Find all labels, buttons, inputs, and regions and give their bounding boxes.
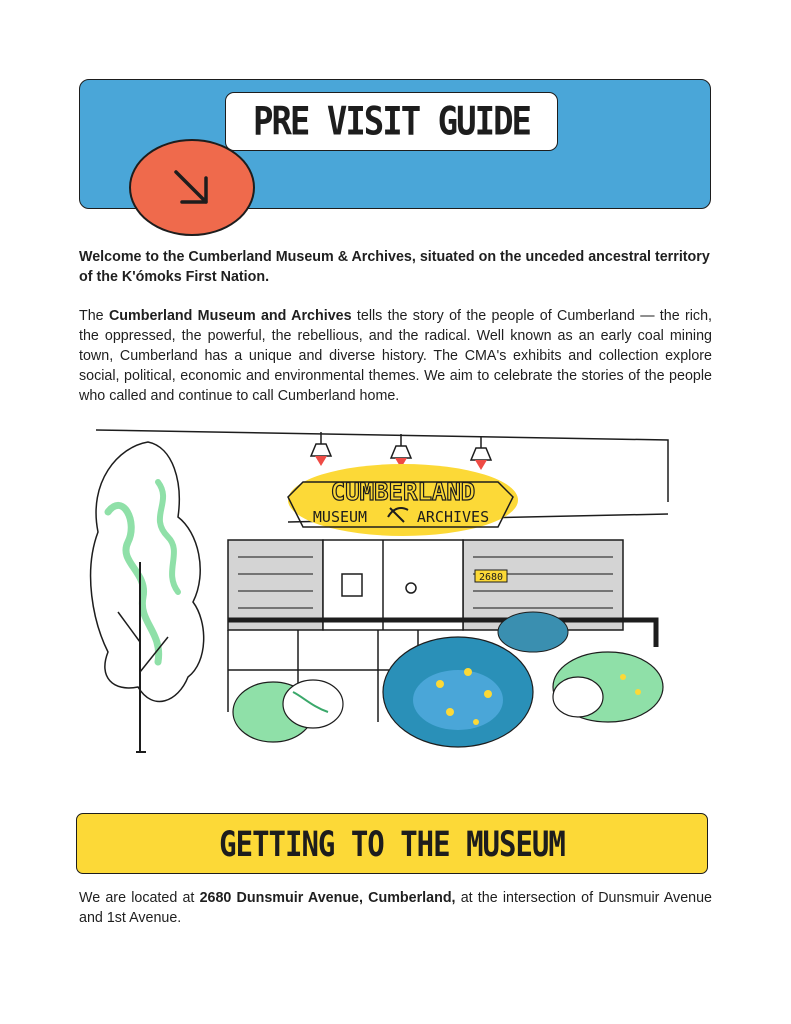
arrow-down-right-icon [168, 164, 216, 212]
location-suffix: at the intersection of Dunsmuir Avenue and 1st Avenue. [79, 890, 713, 926]
museum-address: 2680 Dunsmuir Avenue, Cumberland, [199, 890, 456, 906]
museum-name: Cumberland Museum and Archives [108, 308, 352, 324]
arrow-badge [129, 139, 255, 236]
section-title: GETTING TO THE MUSEUM [219, 823, 565, 864]
about-text: tells the story of the people of Cumberland — the rich, the oppressed, the powerful, the rebellious, and the radical. Well known as an early coal mining town, Cumberland has a unique and diverse history. The CMA's exhibits and collection explore social, political, economic and environmental themes. We aim to celebrate the stories of the people who called and continue to call Cumberland home. [79, 308, 713, 404]
section-heading-bar [76, 813, 708, 874]
sign-line-3: ARCHIVES [416, 508, 490, 526]
sign-line-1: CUMBERLAND [330, 478, 476, 506]
museum-illustration [78, 422, 673, 765]
museum-sign [288, 464, 518, 536]
title-box [225, 92, 558, 151]
about-prefix: The [79, 308, 109, 324]
address-number: 2680 [478, 572, 504, 583]
sign-line-2: MUSEUM [312, 508, 368, 526]
about-paragraph [79, 306, 712, 406]
location-prefix: We are located at [79, 890, 200, 906]
intro-paragraph: Welcome to the Cumberland Museum & Archives, situated on the unceded ancestral territory of the K'ómoks First Nation. [79, 249, 710, 285]
tree-drawing [91, 442, 204, 752]
page-title: PRE VISIT GUIDE [252, 98, 531, 145]
location-paragraph [79, 888, 712, 928]
